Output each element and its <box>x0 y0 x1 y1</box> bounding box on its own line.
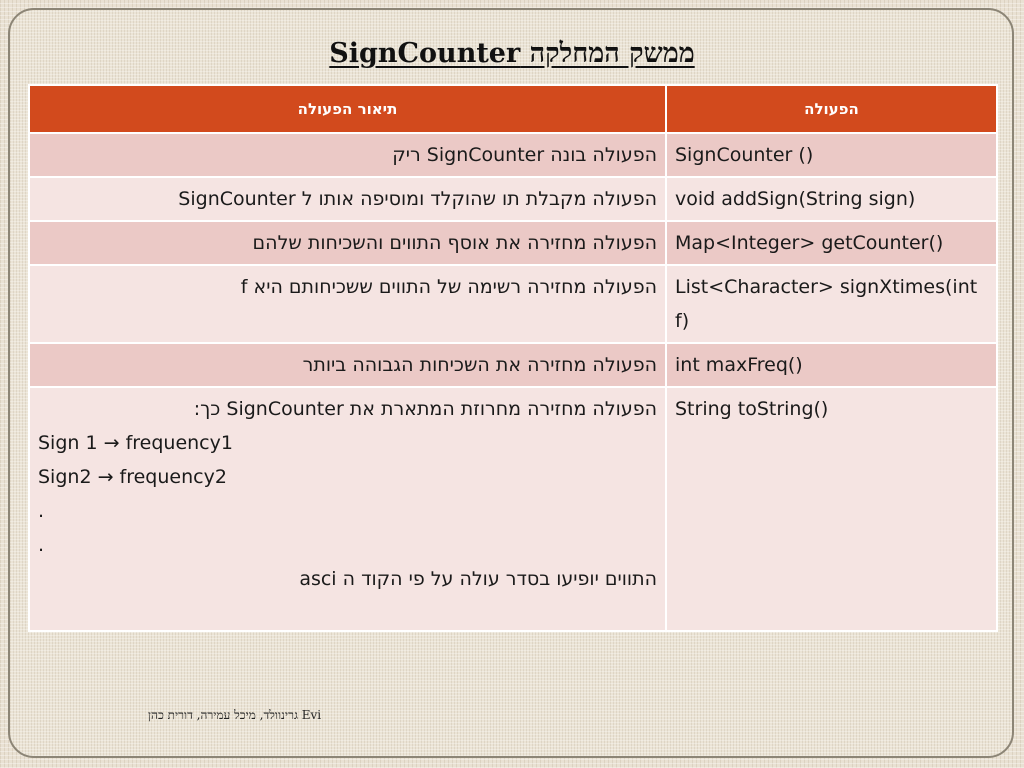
tostring-dot-1: . <box>38 500 45 522</box>
tostring-dot-2: . <box>38 534 45 556</box>
tostring-note: התווים יופיעו בסדר עולה על פי הקוד ה asci <box>299 568 657 590</box>
row-description: הפעולה בונה SignCounter ריק <box>29 133 666 177</box>
table-header-row <box>29 85 997 133</box>
table-row <box>29 387 997 631</box>
slide-title: ממשק המחלקה SignCounter <box>329 38 695 69</box>
row-operation: Map<Integer> getCounter() <box>666 221 997 265</box>
table-row <box>29 133 997 177</box>
row-operation: SignCounter () <box>666 133 997 177</box>
row-description: הפעולה מחזירה רשימה של התווים ששכיחותם היא f <box>29 265 666 343</box>
row-operation: String toString() <box>666 387 997 631</box>
table-row <box>29 221 997 265</box>
header-operation: הפעולה <box>666 85 997 133</box>
row-description: הפעולה מקבלת תו שהוקלד ומוסיפה אותו ל SignCounter <box>29 177 666 221</box>
tostring-intro: הפעולה מחזירה מחרוזת המתארת את SignCounter כך: <box>193 398 657 420</box>
row-operation: void addSign(String sign) <box>666 177 997 221</box>
footer-credits: Evi גרינוולד, מיכל עמירה, דורית כהן <box>148 708 322 722</box>
tostring-example-1: Sign 1 → frequency1 <box>38 432 233 454</box>
row-operation: List<Character> signXtimes(int f) <box>666 265 997 343</box>
row-description: הפעולה מחזירה את השכיחות הגבוהה ביותר <box>29 343 666 387</box>
table-row <box>29 177 997 221</box>
row-description: הפעולה מחזירה את אוסף התווים והשכיחות שלהם <box>29 221 666 265</box>
header-description: תיאור הפעולה <box>29 85 666 133</box>
table-row <box>29 265 997 343</box>
row-operation: int maxFreq() <box>666 343 997 387</box>
tostring-example-2: Sign2 → frequency2 <box>38 466 227 488</box>
interface-table <box>28 84 998 632</box>
row-description-multiline <box>29 387 666 631</box>
table-row <box>29 343 997 387</box>
